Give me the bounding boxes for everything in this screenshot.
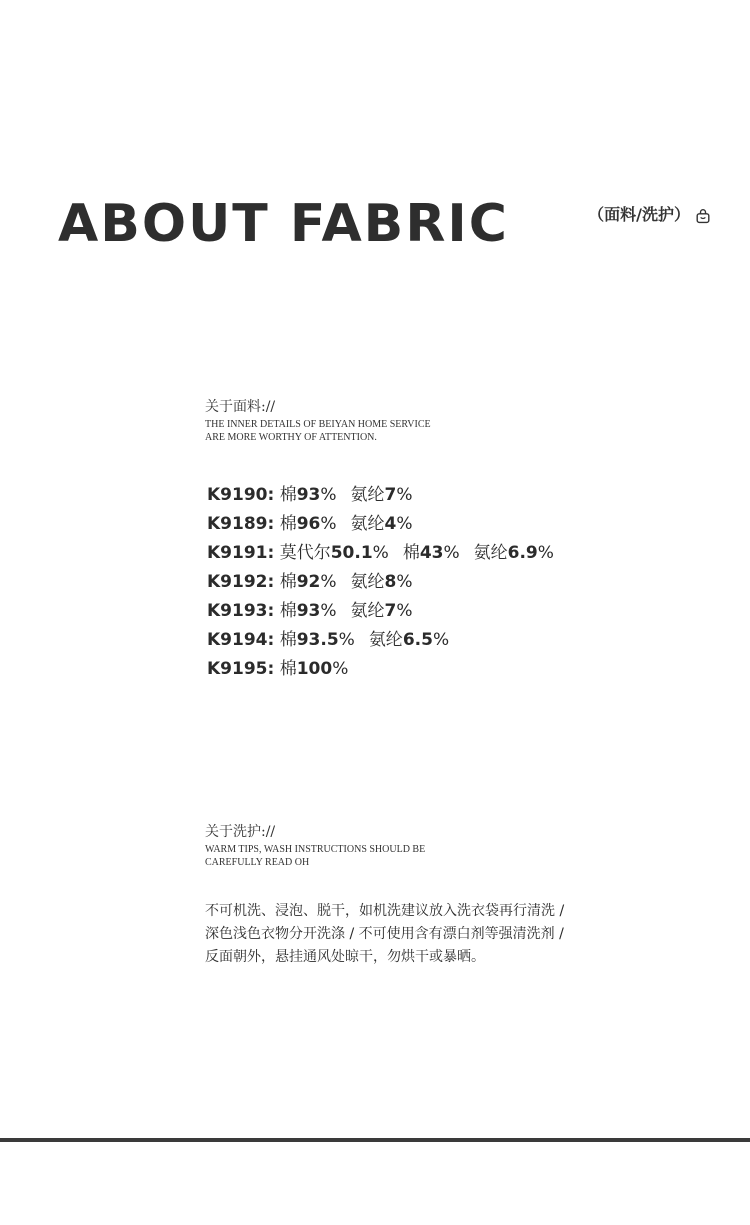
percent-sign: % bbox=[443, 543, 460, 563]
material-name: 棉 bbox=[279, 659, 297, 679]
composition-row bbox=[207, 568, 554, 597]
material-name: 棉 bbox=[402, 543, 420, 563]
material-percent: 92 bbox=[296, 572, 321, 592]
material-percent: 4 bbox=[384, 514, 397, 534]
percent-sign: % bbox=[396, 485, 413, 505]
composition-row bbox=[207, 539, 554, 568]
material-percent: 7 bbox=[384, 485, 397, 505]
material-percent: 96 bbox=[296, 514, 321, 534]
percent-sign: % bbox=[372, 543, 389, 563]
material-name: 氨纶 bbox=[350, 485, 385, 505]
fabric-heading: 关于面料:// bbox=[205, 399, 276, 415]
care-subtitle bbox=[205, 843, 425, 869]
care-instruction-line: 深色浅色衣物分开洗涤 / 不可使用含有漂白剂等强清洗剂 / bbox=[205, 926, 564, 942]
material-percent: 43 bbox=[419, 543, 444, 563]
header-tag-label: （面料/洗护） bbox=[588, 205, 690, 224]
style-code: K9194: bbox=[207, 630, 275, 650]
care-subtitle-line: WARM TIPS, WASH INSTRUCTIONS SHOULD BE bbox=[205, 844, 426, 855]
material-percent: 100 bbox=[296, 659, 333, 679]
care-heading: 关于洗护:// bbox=[205, 824, 276, 840]
material-name: 棉 bbox=[279, 485, 297, 505]
percent-sign: % bbox=[537, 543, 554, 563]
care-instructions bbox=[205, 900, 564, 969]
fabric-subtitle bbox=[205, 418, 431, 444]
percent-sign: % bbox=[320, 485, 337, 505]
fabric-section-header bbox=[205, 397, 431, 444]
percent-sign: % bbox=[320, 572, 337, 592]
material-name: 氨纶 bbox=[473, 543, 508, 563]
material-name: 棉 bbox=[279, 630, 297, 650]
material-percent: 6.5 bbox=[402, 630, 433, 650]
material-name: 氨纶 bbox=[368, 630, 403, 650]
composition-row bbox=[207, 481, 554, 510]
style-code: K9189: bbox=[207, 514, 275, 534]
percent-sign: % bbox=[432, 630, 450, 650]
percent-sign: % bbox=[396, 514, 413, 534]
percent-sign: % bbox=[396, 572, 413, 592]
material-name: 氨纶 bbox=[350, 514, 385, 534]
composition-row bbox=[207, 655, 554, 684]
percent-sign: % bbox=[320, 514, 337, 534]
care-subtitle-line: CAREFULLY READ OH bbox=[205, 857, 310, 868]
style-code: K9195: bbox=[207, 659, 275, 679]
shopping-bag-icon bbox=[696, 207, 710, 223]
material-name: 氨纶 bbox=[350, 572, 385, 592]
care-instruction-line: 反面朝外，悬挂通风处晾干，勿烘干或暴晒。 bbox=[205, 949, 485, 965]
material-percent: 7 bbox=[384, 601, 397, 621]
composition-row bbox=[207, 626, 554, 655]
header-tag bbox=[588, 203, 710, 227]
care-section-header bbox=[205, 822, 425, 869]
style-code: K9190: bbox=[207, 485, 275, 505]
material-name: 莫代尔 bbox=[279, 543, 331, 563]
fabric-subtitle-line: THE INNER DETAILS OF BEIYAN HOME SERVICE bbox=[205, 419, 431, 430]
percent-sign: % bbox=[320, 601, 337, 621]
material-name: 棉 bbox=[279, 514, 297, 534]
material-percent: 8 bbox=[384, 572, 397, 592]
composition-list bbox=[207, 481, 554, 684]
percent-sign: % bbox=[396, 601, 413, 621]
composition-row bbox=[207, 597, 554, 626]
material-name: 棉 bbox=[279, 601, 297, 621]
page-title: ABOUT FABRIC bbox=[58, 194, 509, 254]
style-code: K9192: bbox=[207, 572, 275, 592]
bottom-divider bbox=[0, 1138, 750, 1142]
fabric-subtitle-line: ARE MORE WORTHY OF ATTENTION. bbox=[205, 432, 377, 443]
material-name: 棉 bbox=[279, 572, 297, 592]
percent-sign: % bbox=[332, 659, 349, 679]
care-instruction-line: 不可机洗、浸泡、脱干，如机洗建议放入洗衣袋再行清洗 / bbox=[205, 903, 565, 919]
material-percent: 93 bbox=[296, 601, 321, 621]
material-percent: 93 bbox=[296, 485, 321, 505]
style-code: K9193: bbox=[207, 601, 275, 621]
material-name: 氨纶 bbox=[350, 601, 385, 621]
style-code: K9191: bbox=[207, 543, 275, 563]
material-percent: 50.1 bbox=[330, 543, 373, 563]
material-percent: 6.9 bbox=[507, 543, 538, 563]
material-percent: 93.5 bbox=[296, 630, 339, 650]
composition-row bbox=[207, 510, 554, 539]
percent-sign: % bbox=[338, 630, 355, 650]
